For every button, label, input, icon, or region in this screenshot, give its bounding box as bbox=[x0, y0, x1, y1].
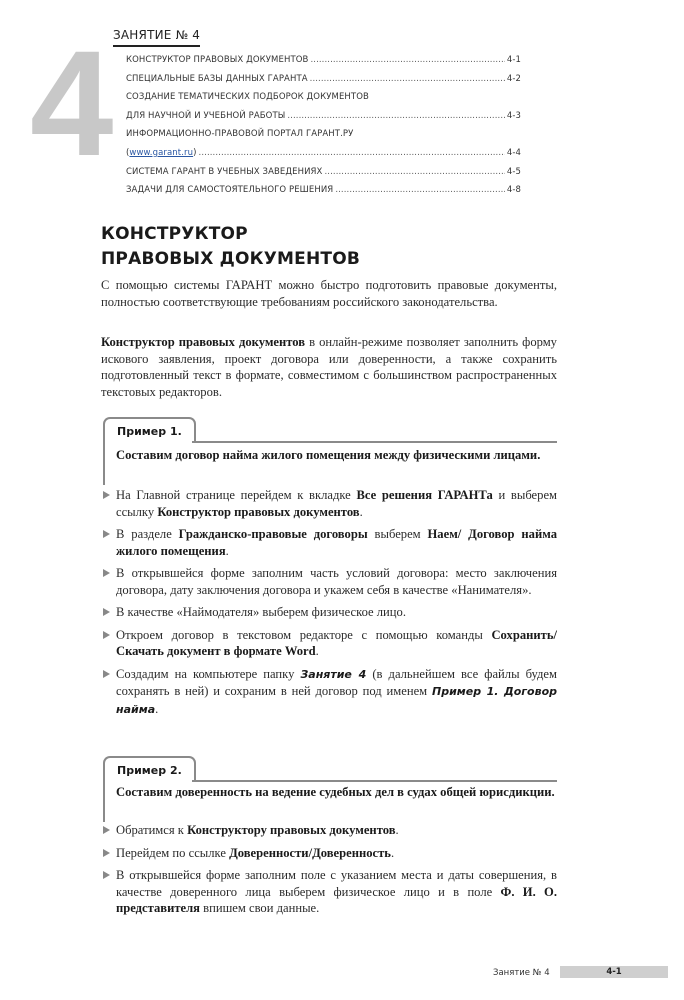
toc-item[interactable] bbox=[126, 88, 521, 107]
triangle-bullet-icon bbox=[103, 569, 110, 577]
list-item bbox=[103, 526, 557, 559]
toc-item[interactable] bbox=[126, 70, 521, 89]
step-text: . bbox=[390, 845, 395, 860]
toc-item-page: 4-4 bbox=[506, 147, 521, 158]
triangle-bullet-icon bbox=[103, 530, 110, 538]
step-bold: Ф. И. О. представителя bbox=[116, 884, 557, 915]
table-of-contents bbox=[126, 51, 521, 200]
footer-page-number: 4-1 bbox=[560, 966, 668, 978]
description-paragraph bbox=[101, 334, 557, 400]
toc-item-page: 4-5 bbox=[506, 166, 521, 177]
toc-leader-dots bbox=[287, 107, 504, 126]
step-text: Создадим на компьютере папку bbox=[116, 666, 301, 681]
toc-item[interactable] bbox=[126, 144, 521, 163]
step-text: Откроем договор в текстовом редакторе с помощью команды bbox=[116, 627, 492, 642]
step-text: . bbox=[225, 543, 229, 558]
step-text: выберем bbox=[367, 527, 428, 541]
toc-item[interactable] bbox=[126, 51, 521, 70]
list-item bbox=[103, 627, 557, 660]
example-2-box bbox=[103, 756, 557, 826]
step-text: В открывшейся форме заполним поле с указанием места и даты совершения, в качестве доверенного лица выберем физическое лицо и в поле bbox=[116, 868, 557, 899]
description-text: в онлайн-режиме позволяет заполнить форму искового заявления, проект договора или доверенности, а также сохранить подготовленный текст в формате, совместимом с большинством распространенных текстовых редакторов. bbox=[101, 335, 557, 399]
section-title-line1: КОНСТРУКТОР bbox=[101, 224, 248, 244]
example-divider bbox=[192, 441, 557, 443]
toc-item[interactable] bbox=[126, 181, 521, 200]
step-bold: Все решения ГАРАНТа bbox=[356, 488, 493, 502]
step-text: . bbox=[359, 504, 363, 519]
example-2-task: Составим доверенность на ведение судебных дел в судах общей юрисдикции. bbox=[116, 785, 555, 799]
example-left-border bbox=[103, 441, 105, 485]
example-1-box bbox=[103, 417, 557, 487]
toc-leader-dots bbox=[310, 70, 505, 89]
list-item bbox=[103, 867, 557, 917]
toc-item-title: СОЗДАНИЕ ТЕМАТИЧЕСКИХ ПОДБОРОК ДОКУМЕНТОВ bbox=[126, 92, 369, 103]
triangle-bullet-icon bbox=[103, 608, 110, 616]
step-text: На Главной странице перейдем к вкладке bbox=[116, 488, 357, 502]
toc-item[interactable] bbox=[126, 107, 521, 126]
triangle-bullet-icon bbox=[103, 849, 110, 857]
toc-leader-dots bbox=[310, 51, 504, 70]
step-text: Обратимся к bbox=[116, 823, 188, 837]
example-divider bbox=[192, 780, 557, 782]
toc-item-title: СПЕЦИАЛЬНЫЕ БАЗЫ ДАННЫХ ГАРАНТА bbox=[126, 73, 308, 84]
step-text: . bbox=[315, 644, 319, 658]
list-item bbox=[103, 565, 557, 598]
toc-item-page: 4-2 bbox=[506, 73, 521, 84]
example-1-label: Пример 1. bbox=[103, 417, 196, 443]
list-item bbox=[103, 822, 557, 839]
toc-leader-dots bbox=[324, 163, 504, 182]
step-text: и выберем ссылку bbox=[116, 488, 558, 519]
step-bold: Наем/ Договор найма жилого помещения bbox=[116, 527, 557, 558]
toc-item[interactable] bbox=[126, 163, 521, 182]
toc-leader-dots bbox=[199, 144, 505, 163]
triangle-bullet-icon bbox=[103, 670, 110, 678]
toc-item-title: ДЛЯ НАУЧНОЙ И УЧЕБНОЙ РАБОТЫ bbox=[126, 110, 286, 121]
chapter-number: 4 bbox=[30, 19, 110, 187]
step-bold: Доверенности/Доверенность bbox=[229, 845, 391, 860]
triangle-bullet-icon bbox=[103, 826, 110, 834]
triangle-bullet-icon bbox=[103, 631, 110, 639]
section-title-line2: ПРАВОВЫХ ДОКУМЕНТОВ bbox=[101, 249, 361, 269]
toc-item-title: ИНФОРМАЦИОННО-ПРАВОВОЙ ПОРТАЛ ГАРАНТ.РУ bbox=[126, 129, 354, 140]
step-text: впишем свои данные. bbox=[200, 901, 320, 915]
toc-item-title: ЗАДАЧИ ДЛЯ САМОСТОЯТЕЛЬНОГО РЕШЕНИЯ bbox=[126, 185, 334, 196]
example-2-steps bbox=[103, 822, 557, 917]
step-text: (в дальнейшем все файлы будем сохранять в ней) и сохраним в ней договор под именем bbox=[116, 666, 557, 698]
folder-name: Занятие 4 bbox=[300, 667, 367, 681]
section-title bbox=[101, 222, 581, 272]
toc-item-page: 4-3 bbox=[506, 110, 521, 121]
example-left-border bbox=[103, 780, 105, 822]
list-item bbox=[103, 604, 557, 621]
list-item bbox=[103, 845, 557, 862]
intro-paragraph: С помощью системы ГАРАНТ можно быстро подготовить правовые документы, полностью соответствующие требованиям российского законодательства. bbox=[101, 278, 557, 309]
list-item bbox=[103, 666, 557, 719]
example-1-steps bbox=[103, 487, 557, 718]
toc-item-page: 4-1 bbox=[506, 55, 521, 65]
example-2-label: Пример 2. bbox=[103, 756, 196, 782]
list-item bbox=[103, 487, 557, 520]
triangle-bullet-icon bbox=[103, 491, 110, 499]
step-bold: Сохранить/ Скачать документ в формате Word bbox=[116, 627, 557, 658]
toc-item[interactable] bbox=[126, 125, 521, 144]
step-bold: Конструктору правовых документов bbox=[187, 823, 396, 837]
paren-close: ) bbox=[193, 147, 197, 158]
lesson-header: ЗАНЯТИЕ № 4 bbox=[113, 28, 200, 47]
footer-lesson-label: Занятие № 4 bbox=[493, 968, 550, 978]
garant-link[interactable]: www.garant.ru bbox=[129, 147, 194, 158]
step-text: . bbox=[155, 701, 159, 716]
step-text: В разделе bbox=[116, 527, 179, 541]
term-bold: Конструктор правовых документов bbox=[101, 335, 306, 349]
step-text: Перейдем по ссылке bbox=[116, 845, 230, 860]
toc-item-title: СИСТЕМА ГАРАНТ В УЧЕБНЫХ ЗАВЕДЕНИЯХ bbox=[126, 166, 323, 177]
toc-item-page: 4-8 bbox=[506, 185, 521, 196]
step-text: В качестве «Наймодателя» выберем физическое лицо. bbox=[116, 605, 406, 619]
step-text: . bbox=[395, 823, 399, 837]
toc-item-title: КОНСТРУКТОР ПРАВОВЫХ ДОКУМЕНТОВ bbox=[126, 55, 309, 65]
toc-leader-dots bbox=[335, 181, 505, 200]
paren-open: ( bbox=[126, 147, 130, 158]
step-bold: Конструктор правовых документов bbox=[157, 504, 360, 519]
triangle-bullet-icon bbox=[103, 871, 110, 879]
example-1-task: Составим договор найма жилого помещения между физическими лицами. bbox=[116, 448, 541, 462]
toc-item-title bbox=[126, 144, 197, 163]
step-bold: Гражданско-правовые договоры bbox=[178, 527, 368, 541]
file-name: Пример 1. Договор найма bbox=[116, 685, 557, 716]
step-text: В открывшейся форме заполним часть условий договора: место заключения договора, дату заключения договора и укажем себя в качестве «Нанимателя». bbox=[116, 566, 557, 597]
